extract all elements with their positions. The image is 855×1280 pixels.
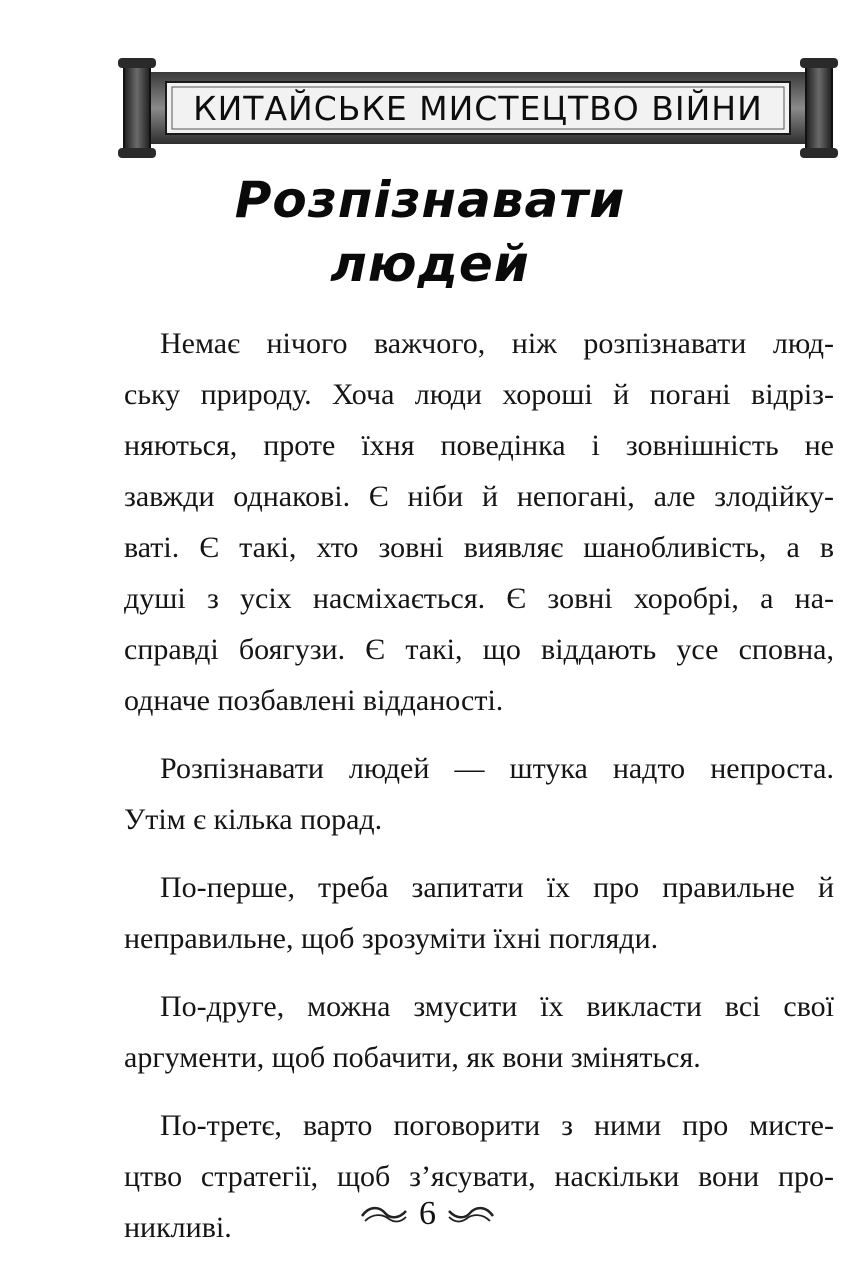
text-line: цтво стратегії, щоб з’ясувати, наскільки вони про- — [124, 1160, 834, 1193]
text-line: По-третє, варто поговорити з ними про мисте- — [160, 1109, 834, 1142]
text-line: По-перше, треба запитати їх про правильне й — [160, 871, 834, 904]
text-line: аргументи, щоб побачити, як вони зміняться. — [124, 1041, 701, 1074]
text-line: неправильне, щоб зрозуміти їхні погляди. — [124, 922, 659, 955]
paragraph-4 — [124, 981, 834, 1083]
text-line: По-друге, можна змусити їх викласти всі свої — [160, 990, 834, 1023]
text-line: никливі. — [124, 1211, 232, 1244]
text-line: душі з усіх насміхається. Є зовні хоробрі, а на- — [124, 582, 834, 615]
paragraph-3 — [124, 862, 834, 964]
chapter-title — [150, 168, 710, 296]
paragraph-1 — [124, 318, 834, 726]
text-line: Утім є кілька порад. — [124, 803, 383, 836]
text-line: завжди однакові. Є ніби й непогані, але злодійку- — [124, 480, 834, 513]
swirl-ornament-right-icon — [446, 1202, 496, 1226]
swirl-ornament-left-icon — [359, 1202, 409, 1226]
body-text — [124, 318, 834, 1270]
scroll-banner — [116, 58, 840, 158]
text-line: Розпізнавати людей — штука надто непроста. — [160, 752, 834, 785]
text-line: одначе позбавлені відданості. — [124, 684, 504, 717]
text-line: справді боягузи. Є такі, що віддають усе сповна, — [124, 633, 834, 666]
page-number: 6 — [419, 1195, 436, 1232]
text-line: Немає нічого важчого, ніж розпізнавати люд- — [160, 327, 834, 360]
text-line: ваті. Є такі, хто зовні виявляє шанобливість, а в — [124, 531, 834, 564]
chapter-title-line-2: людей — [330, 235, 530, 293]
paragraph-2 — [124, 743, 834, 845]
page-footer — [0, 1192, 855, 1236]
text-line: няються, проте їхня поведінка і зовнішність не — [124, 429, 834, 462]
running-header-title: КИТАЙСЬКЕ МИСТЕЦТВО ВІЙНИ — [193, 88, 763, 128]
text-line: ську природу. Хоча люди хороші й погані відріз- — [124, 378, 834, 411]
chapter-title-line-1: Розпізнавати — [234, 171, 626, 229]
